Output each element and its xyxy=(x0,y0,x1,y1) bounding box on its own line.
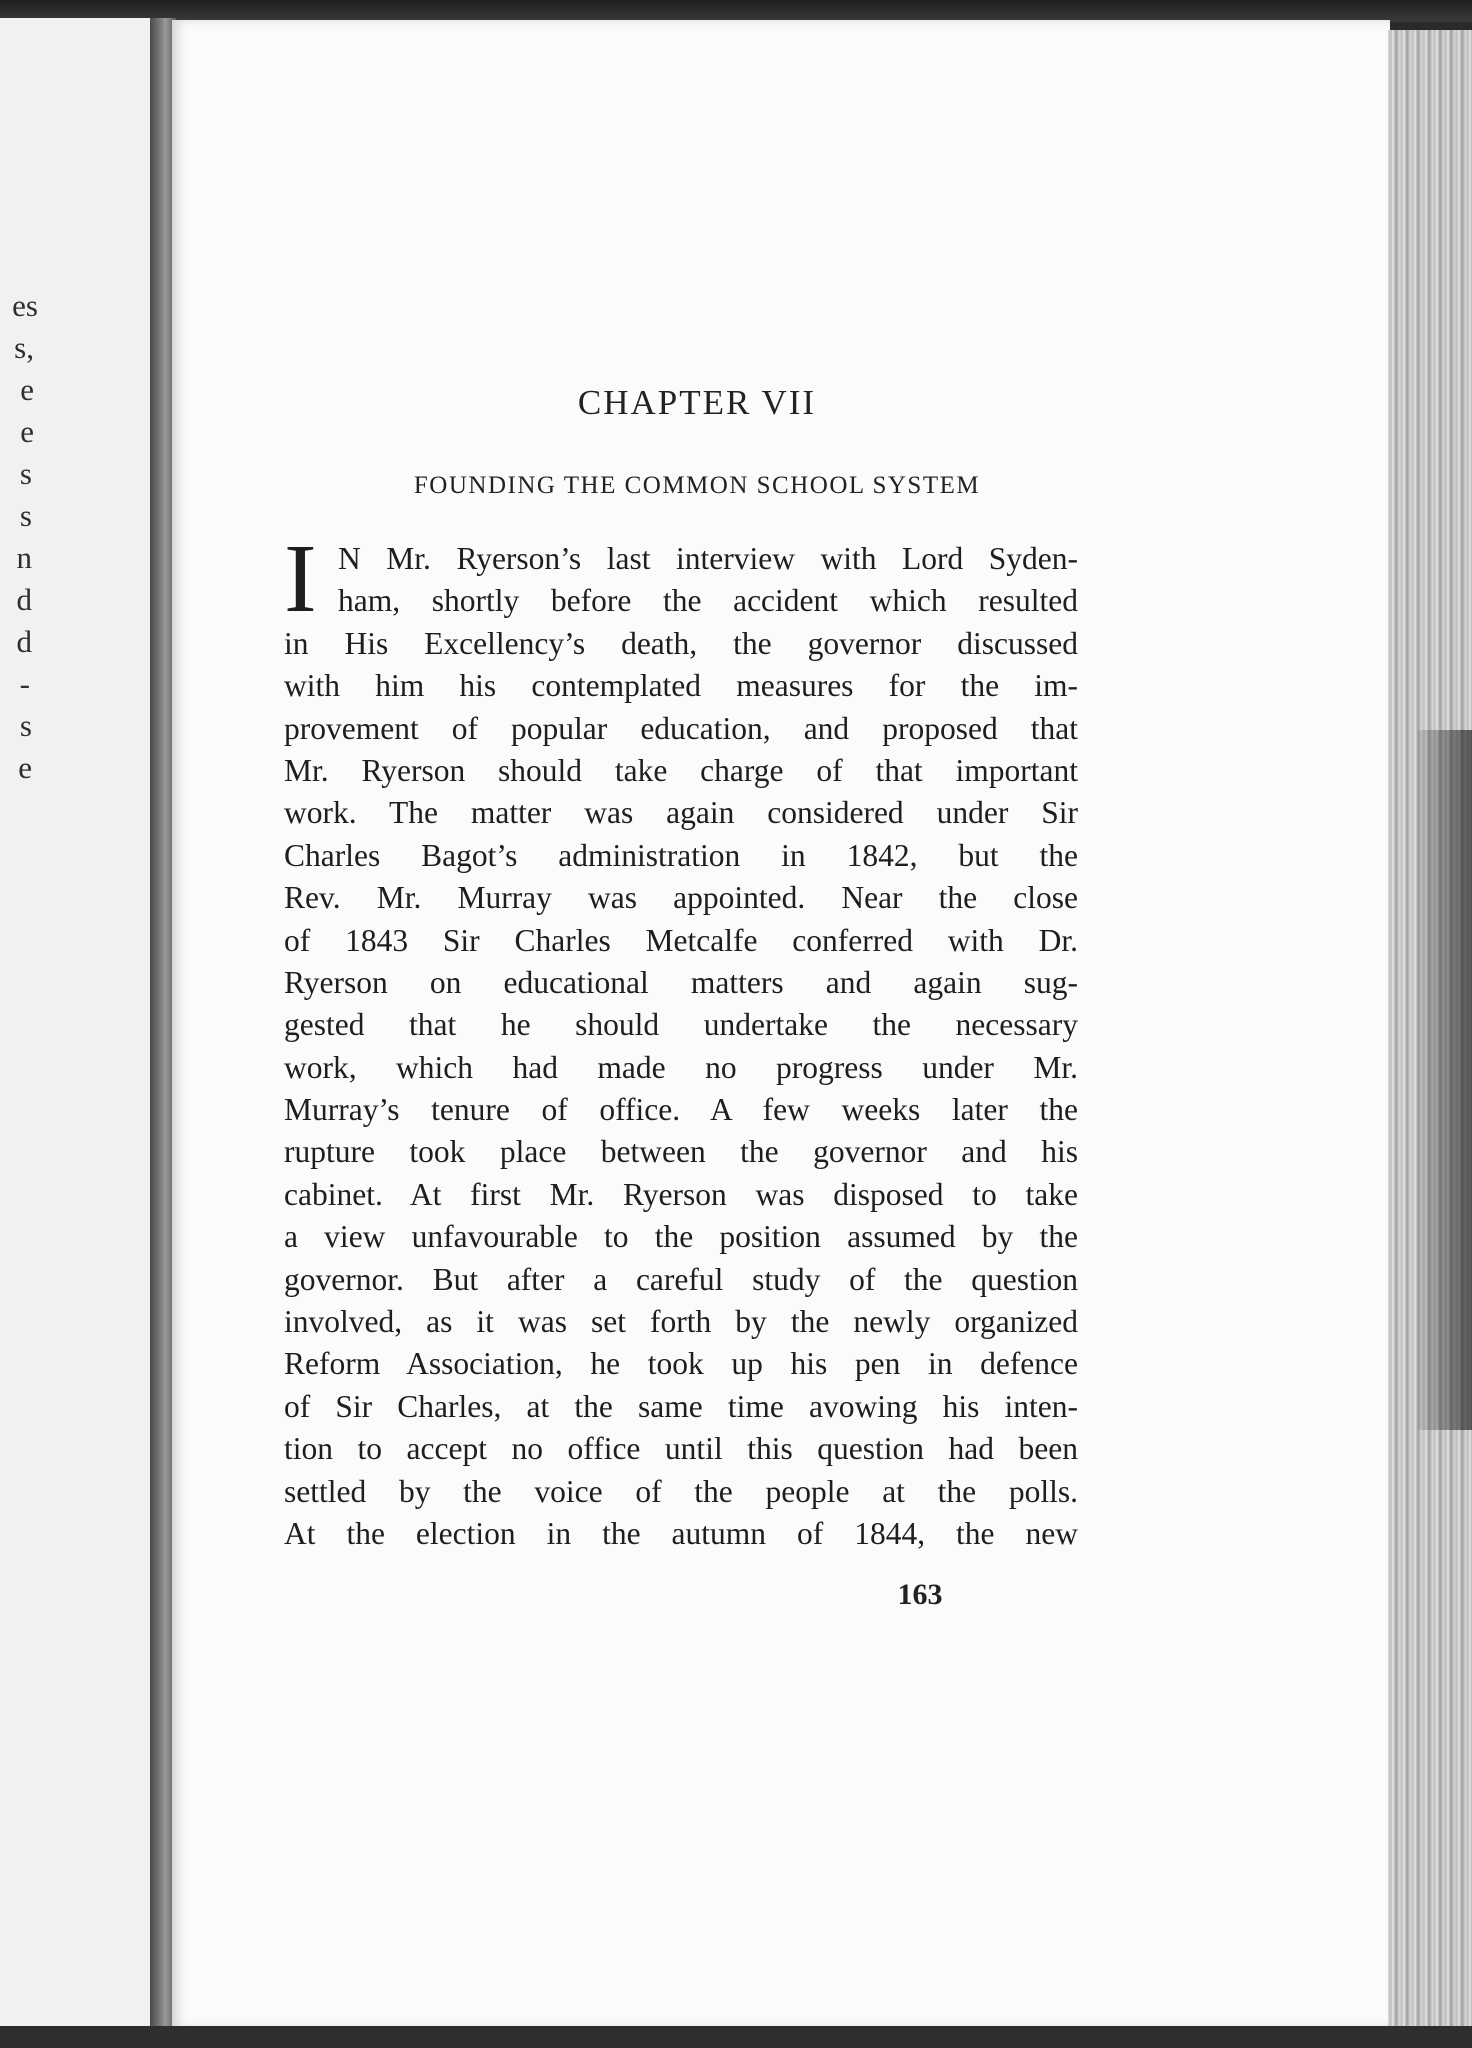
previous-page-fragment: s xyxy=(19,456,32,491)
body-line: At the election in the autumn of 1844, the new xyxy=(284,1515,1078,1551)
scan-top-edge xyxy=(0,0,1472,22)
body-line: a view unfavourable to the position assumed by the xyxy=(284,1219,1078,1255)
drop-cap: I xyxy=(284,525,317,633)
previous-page-fragment: n xyxy=(16,540,32,575)
body-line: work, which had made no progress under Mr. xyxy=(284,1049,1078,1085)
body-line: in His Excellency’s death, the governor discussed xyxy=(284,625,1078,661)
body-line: involved, as it was set forth by the newly organized xyxy=(284,1304,1078,1340)
body-line: settled by the voice of the people at the polls. xyxy=(284,1473,1078,1509)
page-number: 163 xyxy=(897,1578,943,1611)
body-line: rupture took place between the governor and his xyxy=(284,1134,1078,1170)
scan-bottom-edge xyxy=(0,2026,1472,2048)
body-line: ham, shortly before the accident which resulted xyxy=(338,583,1078,619)
previous-page-fragment: s xyxy=(19,498,32,533)
previous-page-fragment: d xyxy=(16,624,32,659)
body-line: of 1843 Sir Charles Metcalfe conferred with Dr. xyxy=(284,922,1078,958)
body-line: Murray’s tenure of office. A few weeks later the xyxy=(284,1092,1078,1128)
chapter-subtitle: FOUNDING THE COMMON SCHOOL SYSTEM xyxy=(413,472,981,499)
page-edges xyxy=(1388,30,1472,2030)
body-line: Reform Association, he took up his pen in defence xyxy=(284,1346,1078,1382)
chapter-body xyxy=(284,525,1078,1555)
previous-page-fragment: s xyxy=(19,708,32,743)
body-line: Mr. Ryerson should take charge of that important xyxy=(284,752,1078,788)
body-line: governor. But after a careful study of the question xyxy=(284,1261,1078,1297)
previous-page-fragment: d xyxy=(16,582,32,617)
previous-page-fragment: es xyxy=(12,288,38,323)
body-line: with him his contemplated measures for the im- xyxy=(284,668,1078,704)
body-line: cabinet. At first Mr. Ryerson was disposed to take xyxy=(284,1176,1078,1212)
body-line: of Sir Charles, at the same time avowing his inten- xyxy=(284,1388,1078,1424)
previous-page-fragment: e xyxy=(20,372,34,407)
body-line: gested that he should undertake the necessary xyxy=(284,1007,1078,1043)
previous-page-fragment: e xyxy=(20,414,34,449)
body-line: tion to accept no office until this question had been xyxy=(284,1431,1078,1467)
page-edge-shadow xyxy=(1418,730,1472,1430)
previous-page-fragment: e xyxy=(18,750,32,785)
previous-page-fragment: s, xyxy=(14,330,34,365)
body-line: Rev. Mr. Murray was appointed. Near the close xyxy=(284,880,1078,916)
chapter-title: CHAPTER VII xyxy=(577,383,817,422)
body-line: provement of popular education, and proposed that xyxy=(284,710,1078,746)
body-line: Ryerson on educational matters and again sug- xyxy=(284,964,1078,1000)
previous-page-fragment: - xyxy=(19,666,30,701)
body-line: Charles Bagot’s administration in 1842, but the xyxy=(284,837,1078,873)
body-line: work. The matter was again considered under Sir xyxy=(284,795,1078,831)
body-line: N Mr. Ryerson’s last interview with Lord Syden- xyxy=(338,541,1078,576)
previous-page xyxy=(0,18,156,2028)
